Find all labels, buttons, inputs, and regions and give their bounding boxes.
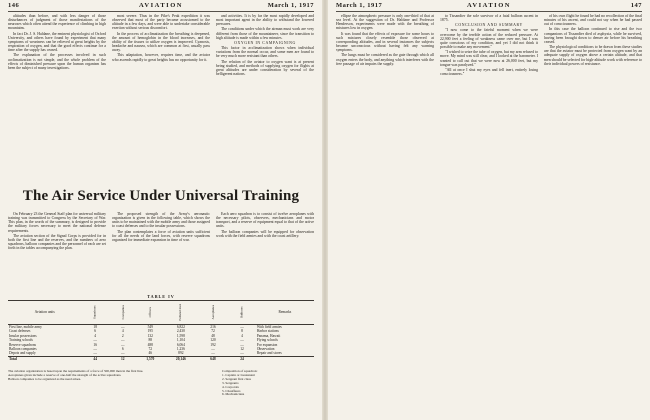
left-column-3 [216,14,314,184]
table-note: Balloon companies to be organized as the need arises. [8,376,82,381]
left-col3-paragraph: and activities. It is by far the most rapidly developed and most important agent in the ability to withstand the lowered pressures. [216,14,314,27]
table-cell [256,356,314,361]
left-column-1 [8,14,106,184]
intro-column-3 [216,212,314,290]
left-page-number: 146 [8,2,20,9]
table-cell: 24 [228,356,256,361]
table-cell: With field armies [256,325,282,329]
table-cell: Harbor stations [256,329,279,334]
table-cell: 4 [121,329,124,334]
left-col1-paragraph: altitudes than before, and with less danger of those disturbances of judgment of those manifestations of the neuroses which often attend the experience of climbing in high mountains. [8,14,106,31]
right-col2-paragraph: "I wished to seize the tube of oxygen, but my arm refused to move. My mind was still clear, and I looked at the barometer. I wanted to call out that we were now at 26,000 feet, but my tongue was paralyzed." [440,50,538,67]
header-label: Aeroplanes [210,305,215,320]
table-cell: 72 [211,329,215,334]
right-col1-paragraph: ellipse the atmospheric pressure is only one-third of that at sea level. At the suggestion of Dr. Haldane and Professor Henderson, experiments were made with the breathing of mixtures low in oxygen. [336,14,434,31]
left-col1-paragraph: In fact Dr. J. S. Haldane, the eminent physiologist of Oxford University, and others have found by experiment that many symptoms of weariness can be relieved at great heights by the respiration of oxygen, and that the good effects continue for a time after the supply has ceased. [8,31,106,53]
table-cell: 192 [210,342,216,347]
intro-paragraph: The plan contemplates a force of aviation units sufficient for all the needs of the land forces, with reserve squadrons organized for immediate expansion in time of war. [112,229,210,242]
table-cell: First line, mobile army [9,325,42,329]
table-header-cell [256,301,314,325]
table-cell: 892 [178,351,184,356]
intro-paragraph: On February 23 the General Staff plan for universal military training was transmitted to Congress by the Secretary of War. This plan, in the words of the summary, is designed to provide the military forces necessary to meet the national defense requirements. [8,212,106,233]
table-cell: 6,064 [176,342,185,347]
left-page [0,0,322,420]
table-cell: Total [8,356,81,361]
right-page-date: March 1, 1917 [336,2,383,9]
table-cell: — [240,338,244,343]
table-note: 6. Mechanicians [222,392,245,397]
table-cell: Repair and stores [256,351,282,356]
table-cell: Depots and supply [9,351,36,356]
table-cell: Insular possessions [9,333,37,338]
table-cell: 72 [148,347,153,352]
table-cell: 488 [147,342,153,347]
table-header-cell [137,301,165,325]
table-cell: 648 [198,356,229,361]
table-cell: 1,570 [137,356,165,361]
table-cell: 132 [147,333,153,338]
right-page-number: 147 [630,2,642,9]
header-label: Enlisted men [178,304,183,321]
table-cell: 12 [240,347,244,352]
table-cell: 8 [241,329,243,334]
intro-paragraph: The aviation section of the Signal Corps is provided for in both the first line and the reserves, and the numbers of aero squadrons, balloon companies and the personnel of each are set forth in the tables accompanying the plan. [8,233,106,251]
table-note: Aeroplanes given include a reserve of one-half the strength of the active squadrons. [8,372,122,377]
left-col3-paragraph: The conditions under which the airman must work are very different from those of the mountaineer, since the transition to high altitude is made within a few minutes. [216,27,314,40]
table-cell: 549 [147,325,153,329]
table-cell: 216 [210,325,216,329]
left-col1-paragraph: The explanation of the processes involved in such acclimatization is not simple, and the whole problem of the effects of diminished pressure upon the human organism has been the subject of many investigations. [8,53,106,70]
table-cell: Flying schools [256,338,278,343]
table-cell: 20,146 [164,356,198,361]
right-header-rule [336,11,642,12]
table-note: 3. Sergeants [222,380,239,385]
right-col2-subhead: CONCLUSION AND SUMMARY [455,23,523,28]
table-cell: 195 [147,329,153,334]
table-note: 1. Captain or Lieutenant [222,372,255,377]
table-cell: — [120,342,125,347]
right-magazine-name: AVIATION [467,2,511,9]
table-cell: 1,598 [176,333,185,338]
table-cell: Balloon companies [9,347,37,352]
table-note: 4. Corporals [222,384,239,389]
table-cell: Panama, Hawaii [256,333,281,338]
table-cell: 6 [121,347,124,352]
left-header-rule [8,11,314,12]
table-header-cell [81,301,109,325]
table-cell: Training schools [9,338,33,343]
table-cell: 4 [94,333,97,338]
table-cell: — [93,351,97,356]
table-header-cell [8,301,81,325]
table-header-cell [228,301,256,325]
table-cell: — [120,351,125,356]
table-cell: 46 [148,351,153,356]
table-cell: 88 [148,338,153,343]
table-header-cell [198,301,229,325]
table-title: TABLE IV [147,294,175,299]
table-cell: 16 [93,342,97,347]
table-cell: 6,822 [176,325,185,329]
right-col3-paragraph: of his own flight he found he had no recollection of the final minutes of his ascent, and could not say when he had passed out of consciousness. [544,14,642,27]
table-cell: — [240,351,244,356]
table-cell: Reserve squadrons [9,342,37,347]
table-cell: 6 [94,329,97,334]
table-cell: — [120,325,125,329]
right-page [328,0,650,420]
header-label: Companies [120,305,125,320]
right-column-3 [544,14,642,186]
table-cell: Coast defenses [9,329,31,334]
intro-paragraph: Each aero squadron is to consist of twelve aeroplanes with the necessary pilots, observers, mechanicians and motor transport, and a reserve of equipment equal to that of the active units. [216,212,314,229]
table-cell: For expansion [256,342,278,347]
left-page-date: March 1, 1917 [267,2,314,9]
table-cell: 18 [93,325,97,329]
table-cell: — [211,351,215,356]
table-cell: 12 [109,356,137,361]
intro-column-1 [8,212,106,290]
table-body [8,300,314,361]
table-cell: 120 [210,338,216,343]
table-note: Composition of squadron: [222,369,258,373]
table-cell: Observation [256,347,275,352]
table-header-row [8,301,314,325]
left-col3-paragraph: This factor in acclimatization shows when individual variations from the normal occur, and some men are found to be very much more resistant than others. [216,46,314,59]
table-cell: 2,430 [176,329,185,334]
right-col2-paragraph: to Tissandier the sole survivor of a fatal balloon ascent in 1875. [440,14,538,23]
left-column-2 [112,14,210,184]
right-column-1 [336,14,434,186]
table-cell: 48 [211,333,215,338]
table-cell: 44 [81,356,109,361]
right-col3-paragraph: In this case the balloon continued to rise and the two companions of Tissandier died of asphyxia, while he survived, having been brought down to denser air before his breathing ceased. [544,27,642,44]
left-col3-subhead: OXYGEN IN CAMPAIGNING [234,40,296,45]
squadron-composition-notes [222,370,314,397]
header-label: Aviation units [34,310,55,315]
table-cell: — [93,338,97,343]
aviation-table [8,294,314,398]
table-cell: — [211,347,215,352]
left-col2-paragraph: most severe. Thus in the Pike's Peak expedition it was observed that most of the party became accustomed to the altitude in a few days, and were able to undertake considerable exertion without serious discomfort. [112,14,210,31]
table-cell: 2 [121,333,124,338]
intro-column-2 [112,212,210,290]
table-total-row [8,356,314,361]
table-header-cell [109,301,137,325]
table-cell: — [240,342,244,347]
intro-paragraph: The proposed strength of the Army's aeronautic organization is given in the following table, which shows the units to be maintained with the mobile army and those assigned to coast defenses and to the insular possessions. [112,212,210,229]
header-label: Remarks [278,310,292,315]
left-page-header [8,2,314,11]
right-col2-paragraph: "All at once I shut my eyes and fell inert, entirely losing consciousness." [440,67,538,77]
left-col2-paragraph: This adaptation, however, requires time, and the aviator who ascends rapidly to great heights has no opportunity for it. [112,53,210,62]
header-label: Officers [148,307,153,318]
table-note: 5. Chauffeurs [222,388,241,393]
article-title: The Air Service Under Universal Training [22,188,300,204]
right-col1-paragraph: It was found that the effects of exposure for some hours to such mixtures closely resemble those observed at corresponding altitudes, and in several instances the subjects became unconscious without having felt any warning symptoms. [336,31,434,53]
left-magazine-name: AVIATION [139,2,183,9]
right-col2-paragraph: "I now come to the fateful moment when we were overcome by the terrible action of the reduced pressure. At 22,900 feet a feeling of weakness came over me, but I was quite conscious of my condition, and yet I did not think it possible to make any movement." [440,28,538,50]
header-label: Balloons [239,306,244,319]
right-col3-paragraph: The physiological conditions to be drawn from these studies are that the aviator must be protected from oxygen want by an adequate supply of oxygen above a certain altitude, and that men should be selected for high-altitude work with reference to their individual powers of resistance. [544,45,642,66]
intro-paragraph: The balloon companies will be equipped for observation work with the field armies and with the coast artillery. [216,229,314,238]
table-cell: — [240,325,244,329]
left-col3-paragraph: The relation of the aviator to oxygen want is at present being studied, and methods of supplying oxygen for flights at great altitudes are under consideration by several of the belligerent nations. [216,59,314,77]
left-col2-paragraph: In the process of acclimatization the breathing is deepened, the amount of hemoglobin in the blood increases, and the ability of the tissues to utilize oxygen is improved. Cyanosis, headache and nausea, which are common at first, usually pass away. [112,31,210,53]
table-note: The aviation organization is based upon the requirements of a force of 500,000 men in the first line. [8,369,144,373]
table-note: 2. Sergeant first class [222,376,251,381]
table-cell: 1,236 [176,347,185,352]
table-header-cell [164,301,198,325]
right-column-2 [440,14,538,186]
table-cell: 1,104 [176,338,185,343]
article-title-block [8,188,314,206]
table-notes [8,370,208,382]
table-cell: — [93,347,97,352]
table-cell: — [120,338,125,343]
right-col1-paragraph: The lungs must be considered as the gate through which all oxygen enters the body, and anything which interferes with the free passage of air impairs the supply. [336,53,434,66]
table-cell: 4 [241,333,243,338]
right-page-header [336,2,642,11]
header-label: Squadrons [93,305,97,320]
